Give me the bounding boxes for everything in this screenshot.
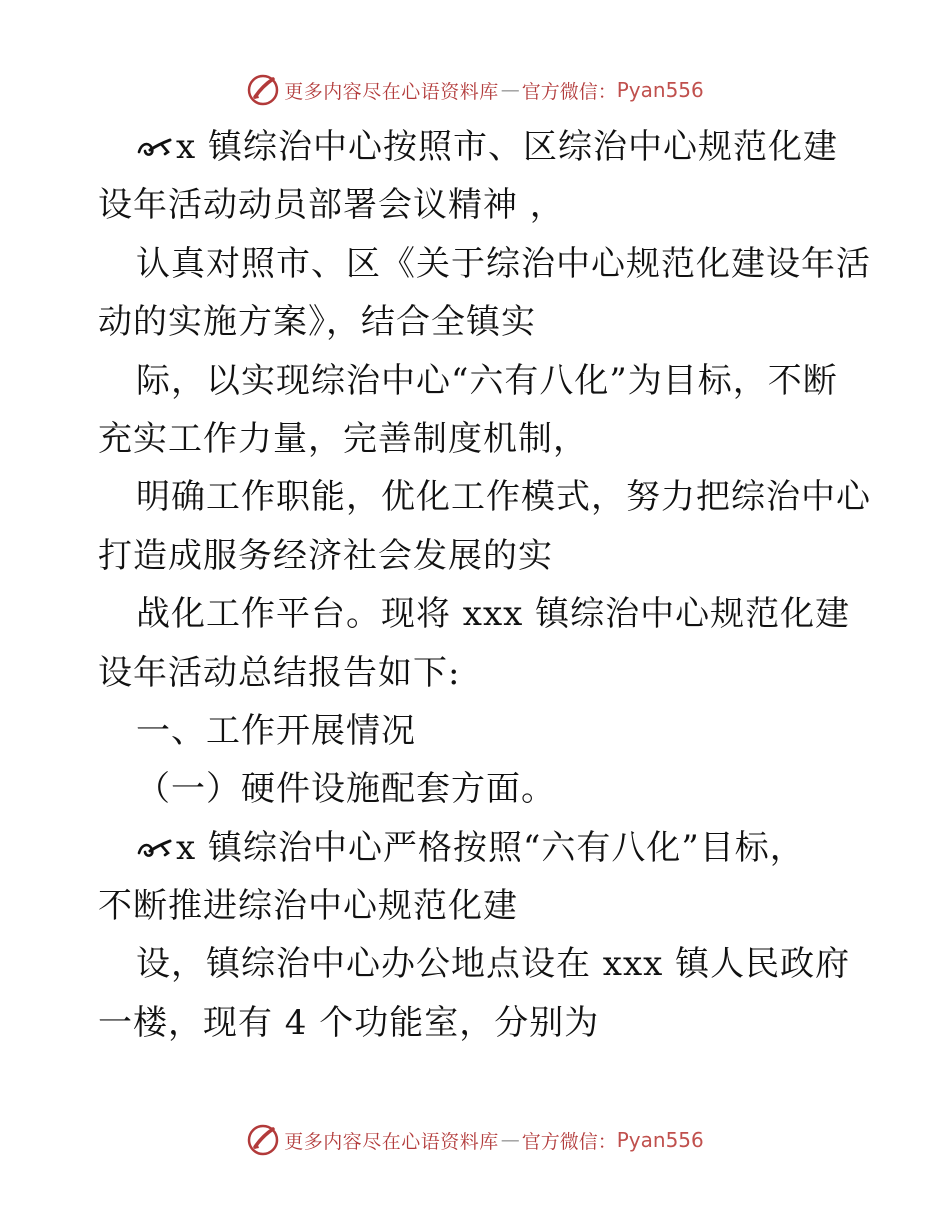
- document-line-text: x 镇综治中心严格按照“六有八化”目标，: [176, 827, 805, 868]
- document-line: [98, 585, 858, 643]
- banner-title: 更多内容尽在心语资料库: [284, 80, 499, 103]
- document-line-text: 战化工作平台。现将 xxx 镇综治中心规范化建: [136, 594, 851, 635]
- document-line-text: 认真对照市、区《关于综治中心规范化建设年活: [136, 243, 871, 284]
- banner-separator: —: [500, 1129, 520, 1151]
- document-line-text: 际，以实现综治中心“六有八化”为目标，不断: [136, 360, 838, 401]
- document-line: [98, 293, 858, 351]
- banner-wechat-label: 官方微信：: [521, 80, 617, 103]
- document-line-text: 设，镇综治中心办公地点设在 xxx 镇人民政府: [136, 944, 851, 985]
- document-line: [98, 760, 858, 818]
- document-line: [98, 176, 858, 234]
- document-line: [98, 468, 871, 526]
- footer-banner: [0, 1120, 950, 1160]
- document-line: [98, 994, 858, 1052]
- document-line-text: 明确工作职能，优化工作模式，努力把综治中心: [136, 477, 871, 518]
- banner-separator: —: [500, 79, 520, 101]
- document-line: [98, 352, 858, 410]
- document-line: [98, 118, 858, 176]
- document-line-text: 不断推进综治中心规范化建: [98, 886, 518, 927]
- document-line: [98, 877, 858, 935]
- document-line: [98, 644, 858, 702]
- document-line-text: 设年活动动员部署会议精神 ，: [98, 185, 565, 226]
- banner-wechat-id: Pyan556: [616, 78, 704, 102]
- document-body: [98, 118, 871, 1052]
- ornament-bullet-icon: [136, 136, 174, 160]
- banner-wechat-id: Pyan556: [616, 1128, 704, 1152]
- document-line: [98, 235, 871, 293]
- banner-wechat-label: 官方微信：: [521, 1130, 617, 1153]
- document-line-text: 设年活动总结报告如下:: [98, 652, 461, 693]
- document-line: [98, 935, 858, 993]
- brush-logo-icon: [246, 1123, 280, 1157]
- document-line: [98, 702, 858, 760]
- document-line: [98, 410, 858, 468]
- document-line: [98, 527, 858, 585]
- banner-title: 更多内容尽在心语资料库: [284, 1130, 499, 1153]
- document-line-text: （一）硬件设施配套方面。: [136, 769, 556, 810]
- document-line-text: 打造成服务经济社会发展的实: [98, 535, 553, 576]
- document-line-text: x 镇综治中心按照市、区综治中心规范化建: [176, 127, 838, 167]
- brush-logo-icon: [246, 73, 280, 107]
- ornament-bullet-icon: [136, 837, 174, 861]
- document-line-text: 一、工作开展情况: [136, 710, 416, 751]
- document-line-text: 充实工作力量，完善制度机制，: [98, 418, 588, 459]
- document-line: [98, 819, 858, 877]
- document-line-text: 动的实施方案》，结合全镇实: [98, 302, 536, 343]
- document-line-text: 一楼，现有 4 个功能室，分别为: [98, 1002, 600, 1043]
- header-banner: [0, 70, 950, 110]
